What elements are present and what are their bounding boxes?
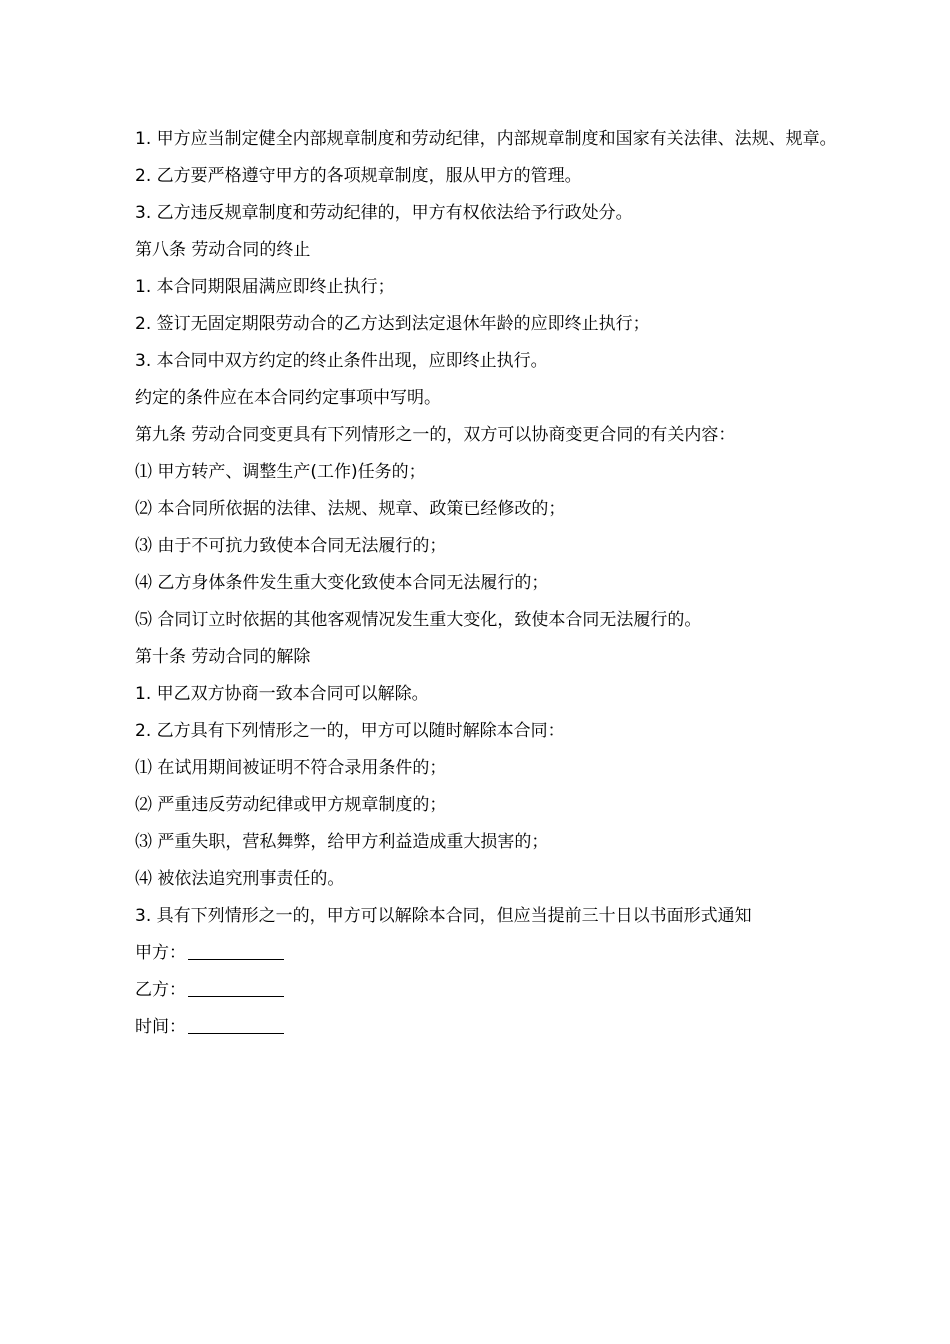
list-item: ⑵ 本合同所依据的法律、法规、规章、政策已经修改的； [135, 499, 566, 519]
signature-line-date [115, 1009, 837, 1046]
list-item: ⑸ 合同订立时依据的其他客观情况发生重大变化，致使本合同无法履行的。 [135, 610, 702, 630]
paragraph: 1. 本合同期限届满应即终止执行； [135, 277, 395, 297]
list-item: ⑶ 由于不可抗力致使本合同无法履行的； [135, 536, 447, 556]
document-body [115, 121, 837, 1046]
signature-blank [188, 978, 284, 997]
paragraph: 3. 具有下列情形之一的，甲方可以解除本合同，但应当提前三十日以书面形式通知 [135, 906, 752, 926]
list-item: ⑴ 甲方转产、调整生产(工作)任务的； [135, 462, 426, 482]
paragraph: 约定的条件应在本合同约定事项中写明。 [135, 388, 441, 408]
signature-label: 时间： [135, 1017, 186, 1037]
list-item: ⑷ 被依法追究刑事责任的。 [135, 869, 345, 889]
paragraph: 3. 本合同中双方约定的终止条件出现，应即终止执行。 [135, 351, 548, 371]
signature-blank [188, 941, 284, 960]
section-heading: 第九条 劳动合同变更具有下列情形之一的，双方可以协商变更合同的有关内容： [135, 425, 736, 445]
section-heading: 第十条 劳动合同的解除 [135, 647, 311, 667]
paragraph: 3. 乙方违反规章制度和劳动纪律的，甲方有权依法给予行政处分。 [135, 203, 633, 223]
signature-blank [188, 1015, 284, 1034]
section-heading: 第八条 劳动合同的终止 [135, 240, 311, 260]
list-item: ⑴ 在试用期间被证明不符合录用条件的； [135, 758, 447, 778]
paragraph: 1. 甲方应当制定健全内部规章制度和劳动纪律，内部规章制度和国家有关法律、法规、规章。 [135, 129, 837, 149]
paragraph: 2. 乙方具有下列情形之一的，甲方可以随时解除本合同： [135, 721, 565, 741]
list-item: ⑶ 严重失职，营私舞弊，给甲方利益造成重大损害的； [135, 832, 549, 852]
paragraph: 2. 乙方要严格遵守甲方的各项规章制度，服从甲方的管理。 [135, 166, 582, 186]
signature-label: 乙方： [135, 980, 186, 1000]
signature-line-party-a [115, 935, 837, 972]
paragraph: 1. 甲乙双方协商一致本合同可以解除。 [135, 684, 429, 704]
list-item: ⑷ 乙方身体条件发生重大变化致使本合同无法履行的； [135, 573, 549, 593]
list-item: ⑵ 严重违反劳动纪律或甲方规章制度的； [135, 795, 447, 815]
paragraph: 2. 签订无固定期限劳动合的乙方达到法定退休年龄的应即终止执行； [135, 314, 650, 334]
signature-line-party-b [115, 972, 837, 1009]
signature-label: 甲方： [135, 943, 186, 963]
